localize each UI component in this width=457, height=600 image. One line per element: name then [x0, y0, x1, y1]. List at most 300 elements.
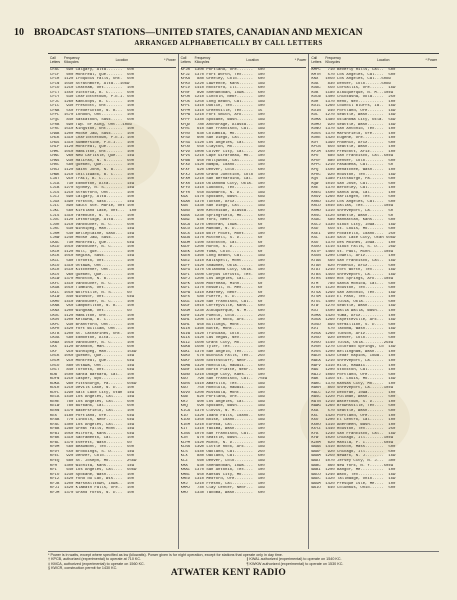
- station-row: KMAC 1370 San Antonio, Tex.... 100: [180, 468, 265, 473]
- station-row: KWG 1200 Stockton, Cal....... 100: [311, 368, 396, 373]
- station-row: KFJB 1200 Marshalltown, Iowa.. 100: [50, 481, 135, 486]
- station-row: CKMO 1410 Vancouver, B. C..... 100: [50, 299, 135, 304]
- station-row: CKLW 840 Windsor, Ont........ 5kw: [50, 295, 135, 300]
- station-row: KPPC 1210 Pasadena, Cal....... 50: [311, 163, 394, 168]
- station-row: CFJC 1260 Kamloops, B. C...... 100: [50, 99, 135, 104]
- station-row: KFSD 600 San Diego, Cal...... 500: [180, 136, 265, 141]
- station-row: KFOR 1210 Lincoln, Nebr....... 100: [180, 95, 265, 100]
- station-row: CRCO 880 Ottawa, Ont......... 1kw: [50, 363, 135, 368]
- station-row: KXA 570 Seattle, Wash....... 500: [311, 409, 396, 414]
- header-call-letters: Call Letters: [180, 55, 191, 64]
- station-row: KUJ 1500 Walla Walla, Wash... 100: [311, 308, 396, 313]
- station-row: CHSJ 1120 Saint John, N. B.... 100: [50, 168, 135, 173]
- station-row: KEHE 780 Los Angeles, Cal.... 500: [50, 399, 135, 404]
- station-row: KTW 1270 Seattle, Wash....... 1kw: [311, 304, 396, 309]
- station-row: KFI 640 Los Angeles, Cal.... 50kw: [50, 468, 137, 473]
- station-row: KTAR 620 Phoenix, Ariz....... 500: [311, 263, 396, 268]
- station-row: KGIW 1420 Trinidad, Colo...... 100: [180, 331, 265, 336]
- station-row: KGKL 1370 San Angelo, Tex..... 100: [180, 349, 265, 354]
- station-row: KDB 1500 Santa Barbara, Cal.. 100: [50, 372, 135, 377]
- station-row: CKCD 1010 Vancouver, B. C..... 100: [50, 245, 135, 250]
- station-row: CJIC 890 Sault Ste. Marie, Ont 100: [50, 204, 135, 209]
- station-row: KFBB 1280 Great Falls, Mont... 1kw: [50, 427, 135, 432]
- station-row: KFYR 550 Bismarck, N. D...... 1kw: [180, 190, 265, 195]
- station-row: CKOC 1120 Hamilton, Ont....... 100: [50, 313, 135, 318]
- station-row: CHRC 580 Quebec, Que......... 100: [50, 163, 135, 168]
- station-row: KGHF 1320 Pueblo, Colo........ 250: [180, 313, 265, 318]
- station-row: KGEZ 1310 Kalispell, Mont..... 100: [180, 258, 265, 263]
- station-row: KPOF 880 Denver, Colo........ 500: [311, 158, 396, 163]
- station-row: KGFX 580 Pierre, S. D........ 200: [180, 295, 265, 300]
- station-row: WABC 860 New York, N. Y......50kw: [311, 463, 394, 468]
- station-row: CFCN 1030 Strathmore, Alta...10kw: [50, 81, 130, 86]
- station-row: KMPC 710 Beverly Hills, Cal.. 500: [311, 68, 396, 72]
- station-row: KVOO 1140 Tulsa, Okla.........25kw: [311, 340, 394, 345]
- station-table: [48, 53, 439, 549]
- station-row: CHGS 1310 Summerside, P.E.I... 100: [50, 140, 135, 145]
- station-row: KWEA 1210 Shreveport, La...... 100: [311, 359, 396, 363]
- header-frequency: Frequency Kilocycles: [64, 55, 80, 64]
- station-row: CHWK 1210 Chilliwack, B. C.... 100: [50, 172, 135, 177]
- station-row: CHML 1010 Hamilton, Ont....... 100: [50, 149, 135, 154]
- station-row: KOL 1270 Seattle, Wash....... 1kw: [311, 113, 396, 118]
- station-row: KFDM 560 Beaumont, Tex....... 500: [50, 445, 135, 450]
- station-row: KOIL 1260 Council Bluffs, Ia.. 1kw: [311, 104, 396, 109]
- station-row: KSEI 900 Pocatello, Idaho.... 250: [311, 231, 396, 236]
- station-row: KFVS 1210 Cape Girardeau, Mo.. 100: [180, 154, 265, 159]
- footnote: * Power is in watts, except where specified as kw (kilowatts). Power given is for night operation, except for stations that operate only in day time.: [48, 553, 283, 557]
- station-row: KFXM 1210 San Bernardino, Cal. 100: [180, 177, 265, 182]
- station-row: KFBL 1370 Everett, Wash....... 50: [50, 440, 132, 445]
- station-row: KRLD 1040 Dallas, Tex.........10kw: [311, 204, 394, 209]
- station-row: KIEM 1210 Eureka, Cal......... 100: [180, 422, 265, 427]
- station-row: KGEK 1200 Yuma, Colo.......... 50: [180, 249, 263, 254]
- station-row: KOMA 1480 Oklahoma City, Okla. 5kw: [311, 118, 396, 123]
- station-row: CKAC 730 Montreal, Que....... 5kw: [50, 240, 135, 245]
- station-row: KFAC 1300 Los Angeles, Cal.... 1kw: [50, 422, 135, 427]
- station-row: CJRC 630 Winnipeg, Man....... 1kw: [50, 227, 135, 232]
- station-row: KGNO 1210 Dodge City, Kans.... 100: [180, 372, 265, 377]
- station-row: KGGF 1010 Coffeyville, Kans... 500: [180, 304, 265, 309]
- header-power: * Power: [164, 57, 176, 62]
- station-row: KLS 1440 Oakland, Cal........ 250: [180, 449, 265, 454]
- station-row: CFCF 600 Montreal, Que....... 500: [50, 72, 135, 77]
- station-row: KHQ 590 Spokane, Wash....... 1kw: [180, 404, 265, 409]
- station-row: KFUO 550 Clayton, Mo......... 1kw: [180, 145, 265, 150]
- station-row: KGW 620 Portland, Ore....... 1kw: [180, 395, 265, 400]
- station-row: KFJI 1420 Klamath Falls, Ore.. 100: [50, 486, 135, 491]
- station-row: KLZ 560 Denver, Colo........ 1kw: [180, 459, 265, 464]
- station-row: KWSC 1220 Pullman, Wash....... 500: [311, 395, 396, 400]
- station-row: KPCB 650 Seattle, Wash....... 100: [311, 145, 396, 150]
- station-row: KPRC 920 Houston, Tex........ 1kw: [311, 172, 396, 177]
- station-row: KFEQ 680 St. Joseph, Mo...... 2½kw: [50, 459, 137, 464]
- station-row: CKPC 930 Brantford, Ont...... 100: [50, 322, 135, 327]
- station-row: KSO 1370 Des Moines, Iowa.... 100: [311, 240, 396, 245]
- station-row: KFPL 1310 Dublin, Tex......... 100: [180, 104, 265, 109]
- station-row: KXL 1420 Portland, Ore....... 100: [311, 413, 396, 418]
- station-row: KGFK 1500 Moorhead, Minn...... 50: [180, 281, 263, 286]
- station-row: KFSG 1120 Los Angeles, Cal.... 500: [180, 140, 265, 145]
- station-row: KPJM 1500 Prescott, Ariz...... 100: [311, 149, 396, 154]
- station-row: KMMJ 740 Clay Center, Nebr... 1kw: [180, 486, 265, 491]
- station-row: CKCL 580 Toronto, Ont........ 100: [50, 258, 135, 263]
- station-row: KXO 1200 El Centro, Cal...... 100: [311, 418, 396, 423]
- station-row: KGFF 1420 Shawnee, Okla....... 100: [180, 263, 265, 268]
- station-row: KFXR 1310 Oklahoma City, Okla. 100: [180, 181, 265, 186]
- station-row: KGRS 1410 Amarillo, Tex....... 1kw: [180, 381, 265, 386]
- station-row: CJGX 1390 Yorkton, Sask....... 1kw: [50, 199, 135, 204]
- station-row: CKY 910 Winnipeg, Man....... 15kw: [50, 349, 137, 354]
- station-row: KTAB 560 San Francisco, Cal.. 1kw: [311, 258, 396, 263]
- station-row: CFCT 1450 Victoria, B. C...... 500: [50, 90, 135, 95]
- station-row: KFKA 880 Greeley, Colo....... 500: [180, 77, 265, 82]
- station-row: KOH 1370 Reno, Nev........... 100: [311, 99, 396, 104]
- station-row: KTHS 1060 Hot Springs, Ark....10kw: [311, 277, 394, 282]
- station-row: KFJM 1370 Grand Forks, N. D... 100: [50, 490, 135, 495]
- station-column: [48, 54, 179, 549]
- station-row: KQV 1380 Pittsburgh, Pa...... 500: [311, 177, 396, 182]
- station-row: WAAM 1250 Newark, N. J........ 1kw: [311, 454, 396, 459]
- station-row: CFPL 1570 London, Ont......... 100: [50, 113, 135, 118]
- station-rows: [50, 68, 176, 495]
- station-row: WAAT 1070 Jersey City, N. J... 300: [311, 459, 396, 464]
- station-row: CKUA 580 Edmonton, Alta...... 500: [50, 336, 135, 341]
- station-row: CFRC 1510 Kingston, Ont....... 100: [50, 127, 135, 132]
- station-row: CKCK 1010 Regina, Sask........ 1kw: [50, 254, 135, 259]
- station-row: KFDY 550 Brookings, S. D..... 1kw: [50, 449, 135, 454]
- station-row: KFYO 1310 Lubbock, Tex........ 100: [180, 186, 265, 191]
- station-row: WAGM 1420 Presque Isle, Me.... 100: [311, 481, 396, 486]
- station-row: CFQC 840 Saskatoon, Sask..... 500: [50, 118, 135, 123]
- station-row: KIT 1310 Yakima, Wash........ 100: [180, 427, 265, 432]
- station-row: KOMO 920 Seattle, Wash....... 1kw: [311, 122, 396, 127]
- station-row: CKNX 1200 Wingham, Ont........ 50: [50, 308, 132, 313]
- station-row: KGA 1470 Spokane, Wash....... 5kw: [180, 195, 265, 200]
- station-row: CFAC 690 Calgary, Alta....... 500: [50, 68, 135, 72]
- station-row: CKCO 1310 Ottawa, Ont......... 100: [50, 263, 135, 268]
- station-row: KGIR 1360 Butte, Mont......... 500: [180, 327, 265, 332]
- station-row: KGU 750 Honolulu, Hawaii.... 1kw: [180, 386, 265, 391]
- station-row: KWTN 1210 Watertown, S. D..... 100: [311, 399, 396, 404]
- station-row: KFJR 1300 Portland, Ore....... 500: [180, 68, 265, 72]
- station-row: KWFV 1310 Hilo, Hawaii........ 100: [311, 363, 396, 368]
- station-row: KREG 1500 Santa Ana, Cal...... 100: [311, 190, 396, 195]
- station-row: KFVD 1000 Culver City, Cal.... 250: [180, 149, 265, 154]
- station-row: CJCS 1210 Stratford, Ont...... 100: [50, 190, 135, 195]
- station-row: KGCU 1240 Mandan, N. D........ 100: [180, 227, 265, 232]
- page-number: 10: [14, 27, 24, 38]
- station-row: KGGM 1230 Albuquerque, N. M... 500: [180, 308, 265, 313]
- station-row: KJBS 1070 San Francisco, Cal.. 100: [180, 431, 265, 436]
- station-row: KGHI 1200 Little Rock, Ark.... 100: [180, 318, 265, 323]
- station-row: WAAB 1410 Boston, Mass........ 500: [311, 445, 396, 450]
- station-row: CKTB 1200 St. Catharines, Ont. 100: [50, 331, 135, 336]
- station-row: KUSD 890 Vermillion, S. D.... 500: [311, 322, 396, 327]
- station-row: WAIU 640 Columbus, Ohio...... 500: [311, 486, 396, 491]
- station-row: KFRC 610 San Francisco, Cal.. 1kw: [180, 127, 265, 132]
- station-row: KDFN 1210 Casper, Wyo......... 100: [50, 377, 135, 382]
- header-power: * Power: [294, 57, 307, 62]
- station-row: KTAT 1240 Fort Worth, Tex..... 1kw: [311, 268, 396, 273]
- station-row: KGVO 1200 Missoula, Mont...... 100: [180, 390, 265, 395]
- station-row: KLPM 1420 Minot, N. D......... 100: [180, 440, 265, 445]
- station-row: WAAF 920 Chicago, Ill........ 500: [311, 449, 396, 454]
- station-row: KECA 1430 Los Angeles, Cal.... 1kw: [50, 395, 135, 400]
- station-row: KID 1320 Idaho Falls, Idaho.. 500: [180, 413, 265, 418]
- station-row: KFIZ 1420 Fond du Lac, Wis.... 100: [50, 477, 135, 482]
- station-row: KOA 830 Denver, Colo.......50kw: [311, 81, 391, 86]
- station-row: KRKD 1120 Los Angeles, Cal.... 500: [311, 199, 396, 204]
- station-row: KRGV 1260 Harlingen, Tex...... 500: [311, 195, 396, 200]
- station-row: CKCH 1120 Hull, Que........... 100: [50, 249, 135, 254]
- station-row: KGKB 1500 Tyler, Tex.......... 100: [180, 345, 265, 350]
- station-row: KSTP 1460 St. Paul, Minn......10kw: [311, 249, 394, 254]
- station-row: KFPM 1310 Greenville, Tex..... 15: [180, 108, 263, 113]
- station-column: [179, 54, 310, 549]
- footnote: ∥ KWAL authorized (experimental) to operate on 1540 KC.: [246, 557, 342, 562]
- station-row: KVI 570 Tacoma, Wash........ 1kw: [311, 327, 396, 332]
- station-row: KGGC 1420 San Francisco, Cal.. 50: [180, 299, 263, 304]
- station-row: KVOR 1270 Colorado Springs, Co 1kw: [311, 345, 396, 350]
- station-row: KWKC 1370 Kansas City, Mo..... 100: [311, 381, 396, 386]
- header-location: Location: [115, 57, 129, 62]
- station-row: KEX 1180 Portland, Ore....... 5kw: [50, 413, 135, 418]
- station-row: KFXJ 1200 Grand Junction, Colo 100: [180, 172, 265, 177]
- station-row: KFAB 770 Lincoln, Nebr....... 5kw: [50, 418, 135, 423]
- station-row: CJKL 560 Kirkland Lake, Ont... 100: [50, 208, 137, 213]
- footnote: ¶ KWKW authorized (experimental) to operate on 1530 KC.: [246, 561, 344, 566]
- station-row: KLRA 1390 Little Rock, Ark.... 1kw: [180, 445, 265, 450]
- station-row: KFBK 1310 Sacramento, Cal..... 100: [50, 436, 135, 441]
- station-row: KGFG 1370 Oklahoma City, Okla. 100: [180, 268, 265, 273]
- station-row: KRMD 1310 Shreveport, La...... 50: [311, 208, 394, 213]
- station-row: CKCW 1370 Moncton, N. B....... 100: [50, 277, 135, 282]
- station-row: CHNS 930 Halifax, N. S....... 500: [50, 158, 135, 163]
- station-row: KFXF 920 Denver, Colo........ 500: [180, 168, 265, 173]
- station-row: KOB 1180 Albuquerque, N. M...10kw: [311, 90, 394, 95]
- station-row: KTSM 1310 El Paso, Tex........ 100: [311, 295, 396, 300]
- station-row: KPO 680 San Francisco, Cal..50kw: [311, 154, 394, 159]
- station-row: KGKO 570 Wichita Falls, Tex.. 250: [180, 354, 265, 359]
- station-row: CJCJ 690 Calgary, Alta....... 100: [50, 195, 135, 200]
- station-row: KGFI 1500 Corpus Christi, Tex. 100: [180, 272, 265, 277]
- header-call-letters: Call Letters: [50, 55, 61, 64]
- station-row: CJCA 730 Edmonton, Alta...... 1kw: [50, 181, 135, 186]
- station-row: CKCV 960 Quebec, Que......... 100: [50, 272, 135, 277]
- station-row: KOAC 550 Corvallis, Ore...... 1kw: [311, 86, 396, 91]
- station-row: KXRO 1310 Aberdeen, Wash...... 100: [311, 422, 396, 427]
- station-row: KELW 780 Burbank, Cal........ 500: [50, 404, 135, 409]
- column-header: [181, 54, 307, 68]
- station-row: KGBX 1230 Springfield, Mo..... 500: [180, 213, 265, 218]
- station-row: KMJ 1210 Fresno, Cal......... 100: [180, 481, 265, 486]
- station-row: KFKU 1220 Lawrence, Kans...... 1kw: [180, 81, 265, 86]
- station-row: KOIN 940 Portland, Ore....... 1kw: [311, 108, 396, 113]
- station-row: WABI 1200 Bangor, Me.......... 100: [311, 468, 396, 473]
- station-row: KFPY 1340 Spokane, Wash....... 1kw: [180, 118, 265, 123]
- station-row: KQW 1010 San Jose, Cal....... 500: [311, 181, 396, 186]
- station-row: KYA 1230 San Francisco, Cal.. 1kw: [311, 431, 396, 436]
- station-row: CKFC 1410 Vancouver, B. C..... 100: [50, 281, 135, 286]
- station-row: CFLC 930 Prescott, Ont....... 100: [50, 104, 135, 109]
- station-row: CKX 1120 Brandon, Man........ 500: [50, 345, 135, 350]
- station-row: KFIO 1230 Spokane, Wash....... 100: [50, 472, 135, 477]
- station-row: KGDM 1100 Stockton, Cal....... 50: [180, 240, 263, 245]
- station-row: KGDY 1200 Huron, S. D......... 100: [180, 245, 265, 250]
- station-row: KERN 1370 Bakersfield, Cal.... 100: [50, 409, 135, 414]
- station-row: CKGB 1010 Timmins, Ont........ 100: [50, 286, 135, 291]
- header-frequency: Frequency Kilocycles: [194, 55, 211, 64]
- station-row: KORE 1420 Eugene, Ore......... 100: [311, 136, 396, 141]
- footer-brand: ATWATER KENT RADIO: [170, 568, 287, 578]
- station-row: KDYL 1290 Salt Lake City, Utah 1kw: [50, 390, 135, 395]
- station-row: CHNC 960 New Carlisle, Que... 1kw: [50, 154, 135, 159]
- station-row: KGER 1360 Long Beach, Cal..... 1kw: [180, 254, 265, 259]
- station-row: KMED 1310 Medford, Ore........ 100: [180, 477, 265, 482]
- station-row: KGCA 1270 Decorah, Iowa....... 50: [180, 222, 263, 227]
- station-row: CKWX 1010 Vancouver, B. C..... 100: [50, 340, 135, 345]
- station-row: CJOC 1120 Lethbridge, Alta.... 100: [50, 218, 135, 223]
- station-row: KGIZ 1500 Grant City, Mo...... 100: [180, 340, 265, 345]
- station-row: CJOR 1210 Vancouver, B. C..... 500: [50, 222, 135, 227]
- station-row: KSAC 580 Manhattan, Kans..... 500: [311, 218, 396, 223]
- station-row: KOY 1390 Phoenix, Ariz....... 500: [311, 140, 396, 145]
- station-row: KDLR 1210 Devils Lake, N. D... 100: [50, 386, 135, 391]
- station-row: KGBZ 930 York, Nebr.......... 500: [180, 218, 265, 223]
- station-row: CKIC 1010 Wolfville, N. S..... 50: [50, 290, 132, 295]
- station-row: CJAT 910 Trail, B. C......... 100: [50, 177, 135, 182]
- station-row: KGB 1330 San Diego, Cal...... 1kw: [180, 204, 265, 209]
- station-row: KZRM 620 Manila, P. I........50kw: [311, 440, 394, 445]
- station-row: CFCO 1210 Chatham, Ont........ 100: [50, 86, 135, 91]
- station-row: KSCJ 1330 Sioux City, Iowa.... 1kw: [311, 222, 396, 227]
- station-row: KIDO 1350 Boise, Idaho........ 1kw: [180, 418, 265, 423]
- station-row: KWK 1350 St. Louis, Mo....... 1kw: [311, 377, 396, 382]
- station-row: KFQD 780 Anchorage, Alaska... 100: [180, 122, 265, 127]
- header-location: Location: [246, 57, 259, 62]
- footnote: † KPCB, authorized (experimental) to operate at 710 KC.: [48, 557, 142, 562]
- station-row: KWLC 1270 Decorah, Iowa....... 100: [311, 390, 396, 395]
- column-header: [311, 54, 437, 68]
- page-subtitle: ARRANGED ALPHABETICALLY BY CALL LETTERS: [134, 39, 323, 47]
- station-row: KWCR 1420 Cedar Rapids, Iowa.. 100: [311, 354, 396, 359]
- station-row: KFWB 950 Hollywood, Cal...... 1kw: [180, 158, 265, 163]
- station-row: KICA 1370 Clovis, N. M........ 100: [180, 409, 265, 414]
- station-row: CJLS 1310 Yarmouth, N. S...... 100: [50, 213, 135, 218]
- station-row: KGFL 1370 Roswell, N. Mex..... 50: [180, 286, 263, 291]
- station-row: KFPW 1210 Fort Smith, Ark..... 100: [180, 113, 265, 118]
- station-row: KFH 1300 Wichita, Kans....... 1kw: [50, 463, 135, 468]
- station-row: KONO 1370 San Antonio, Tex.... 100: [311, 127, 396, 132]
- station-row: CHAB 1200 Moose Jaw, Sask..... 100: [50, 131, 135, 136]
- station-row: KGHL 950 Billings, Mont...... 500: [180, 322, 265, 327]
- station-row: KRSC 1120 Seattle, Wash....... 50: [311, 213, 394, 218]
- station-row: KXYZ 1440 Houston, Tex........ 250: [311, 427, 396, 432]
- station-row: KSD 550 St. Louis, Mo....... 500: [311, 227, 396, 232]
- station-row: KTUL 1400 Tulsa, Okla......... 500: [311, 299, 396, 304]
- header-call-letters: Call Letters: [311, 55, 322, 64]
- station-row: CFNB 550 Fredericton, N. B... 500: [50, 108, 135, 113]
- station-rows: [181, 68, 307, 495]
- station-row: KFBI 1050 Milford, Kans....... 5kw: [50, 431, 135, 436]
- station-row: KSL 1130 Salt Lake City, Utah 50kw: [311, 236, 396, 241]
- station-row: CHLP 1120 Montreal, Que....... 100: [50, 145, 135, 150]
- station-row: KTBS 1450 Shreveport, La...... 1kw: [311, 272, 396, 277]
- station-row: KLX 880 Oakland, Cal........ 500: [180, 454, 265, 459]
- station-row: KGFW 1310 Kearney, Nebr....... 50: [180, 290, 263, 295]
- station-row: CKNB 950 Campbellton, N. B... 100: [50, 304, 135, 309]
- station-rows: [311, 68, 437, 491]
- station-row: KOOS 1370 Marshfield, Ore..... 100: [311, 131, 396, 136]
- station-row: KMO 1330 Tacoma, Wash........ 500: [180, 490, 265, 495]
- station-row: KGIX 1420 Las Vegas, Nev...... 100: [180, 336, 265, 341]
- page-title: BROADCAST STATIONS—UNITED STATES, CANADIAN AND MEXICAN: [34, 27, 363, 38]
- station-row: KYW 1020 Chicago, Ill........10kw: [311, 436, 394, 441]
- station-row: KSUN 1200 Lowell, Ariz........ 100: [311, 254, 396, 259]
- station-row: KFRU 630 Columbia, Mo........ 500: [180, 131, 265, 136]
- station-row: KVOA 1260 Tucson, Ariz........ 500: [311, 331, 396, 336]
- station-row: KVOD 920 Denver, Colo........ 500: [311, 336, 396, 341]
- station-row: KFOX 1250 Long Beach, Cal..... 1kw: [180, 99, 265, 104]
- station-row: KGCX 1310 Wolf Point, Mont.... 100: [180, 231, 265, 236]
- station-row: KGFJ 1200 Los Angeles, Cal.... 100: [180, 277, 265, 282]
- station-row: KWWG 1260 Brownsville, Tex.... 500: [311, 404, 396, 409]
- station-row: KFEL 920 Denver, Colo........ 500: [50, 454, 135, 459]
- station-row: KUMA 1420 Yuma, Ariz.......... 100: [311, 313, 396, 318]
- station-row: KGDA 1370 Mitchell, S. D...... 50: [180, 236, 263, 241]
- station-row: KJR 970 Seattle, Wash....... 5kw: [180, 436, 265, 441]
- station-row: CKPR 1420 Fort William, Ont... 100: [50, 327, 135, 332]
- header-location: Location: [376, 57, 390, 62]
- footnote: § KWCR, construction permit for 1430 KC.: [48, 566, 118, 571]
- station-row: KTRH 1120 Houston, Tex........ 500: [311, 286, 396, 291]
- station-row: KRE 1370 Berkeley, Cal....... 100: [311, 186, 396, 191]
- station-row: CFCY 630 Charlottetown, P.E.I. 500: [50, 95, 135, 100]
- station-row: KGNF 1430 North Platte, Nebr.. 500: [180, 368, 265, 373]
- station-row: KVOS 1200 Bellingham, Wash.... 100: [311, 349, 396, 354]
- station-row: CKCR 1510 Kitchener, Ont...... 100: [50, 268, 135, 273]
- station-row: KTSA 1290 San Antonio, Tex.... 1kw: [311, 290, 396, 295]
- station-row: KMBC 950 Kansas City, Mo..... 1kw: [180, 472, 265, 477]
- station-row: KDKA 980 Pittsburgh, Pa...... 50kw: [50, 381, 137, 386]
- station-row: CKOV 1200 Kelowna, B. C....... 100: [50, 318, 135, 323]
- station-row: KHJ 900 Los Angeles, Cal.... 1kw: [180, 399, 265, 404]
- station-column: [309, 54, 439, 549]
- header-frequency: Frequency Kilocycles: [325, 55, 341, 64]
- station-row: CRCK 1050 Quebec, Que......... 1kw: [50, 354, 135, 359]
- station-row: KFNF 890 Shenandoah, Iowa.... 500: [180, 90, 265, 95]
- station-row: KFJZ 1370 Fort Worth, Tex..... 100: [180, 72, 265, 77]
- station-row: KFXD 1420 Nampa, Idaho........ 100: [180, 163, 265, 168]
- station-row: KGBU 900 Ketchikan, Alaska... 500: [180, 208, 265, 213]
- station-row: KSOO 1110 Sioux Falls, S. D... 2kw: [311, 245, 396, 250]
- station-row: KFLV 1410 Rockford, Ill....... 500: [180, 86, 265, 91]
- station-row: CJCB 1270 Sydney, N. S........ 1kw: [50, 186, 135, 191]
- station-row: KGMB 1320 Honolulu, Hawaii.... 500: [180, 363, 265, 368]
- station-row: KWJJ 1060 Portland, Ore....... 500: [311, 372, 396, 377]
- header-power: * Power: [425, 57, 438, 62]
- station-row: CJRM 540 Belleplaine, Sask... 1kw: [50, 231, 135, 236]
- station-row: WADC 1320 Tallmadge, Ohio..... 1kw: [311, 477, 396, 482]
- station-row: KWKH 850 Shreveport, La......10kw: [311, 386, 394, 391]
- station-row: KMTR 570 Los Angeles, Cal.... 500: [311, 72, 396, 77]
- station-row: CFCH 1120 Iroquois Falls, Ont. 500: [50, 77, 135, 82]
- station-row: KMA 930 Shenandoah, Iowa.... 500: [180, 463, 265, 468]
- station-row: CHCK 1310 Charlottetown, P.E.I. 100: [50, 136, 135, 141]
- station-row: KGKY 1500 Scottsbluff, Nebr... 100: [180, 359, 265, 363]
- station-row: KGO 790 San Francisco, Cal.. 7½kw: [180, 377, 268, 382]
